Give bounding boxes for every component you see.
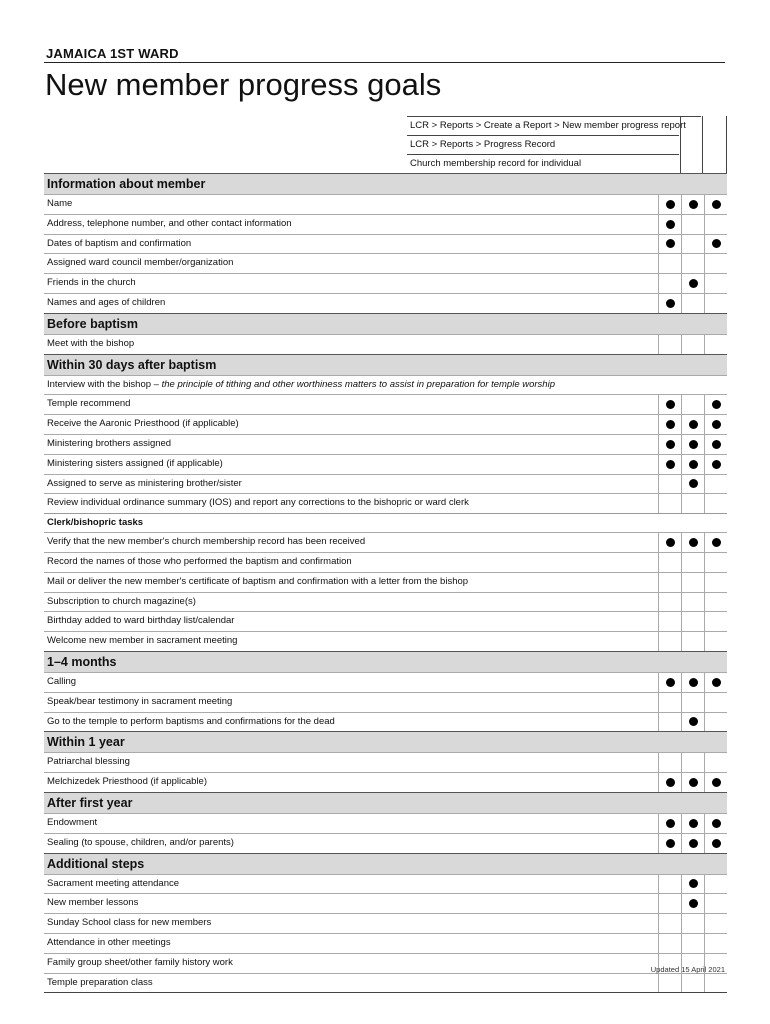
checklist-item-text: Dates of baptism and confirmation	[47, 237, 192, 249]
checklist-row	[44, 692, 727, 712]
report-path-3: Church membership record for individual	[407, 154, 679, 174]
checklist-row	[44, 414, 727, 434]
checklist-item-label	[44, 335, 658, 354]
checklist-row	[44, 293, 727, 313]
mark-cell	[681, 335, 704, 354]
filled-dot-icon	[666, 299, 675, 308]
filled-dot-icon	[666, 839, 675, 848]
filled-dot-icon	[689, 460, 698, 469]
checklist-item-label	[44, 753, 658, 772]
filled-dot-icon	[666, 400, 675, 409]
mark-cell	[704, 693, 727, 712]
mark-cell	[704, 593, 727, 612]
mark-cell	[658, 274, 681, 293]
filled-dot-icon	[666, 440, 675, 449]
filled-dot-icon	[689, 279, 698, 288]
checklist-row	[44, 493, 727, 513]
checklist-row	[44, 273, 727, 293]
checklist-row	[44, 813, 727, 833]
mark-cell	[658, 834, 681, 853]
filled-dot-icon	[712, 200, 721, 209]
mark-cell	[681, 612, 704, 631]
mark-cell	[681, 415, 704, 434]
checklist-item-label	[44, 455, 658, 474]
mark-cell	[658, 455, 681, 474]
checklist-item-label	[44, 834, 658, 853]
checklist-item-label	[44, 693, 658, 712]
checklist-item-label	[44, 494, 658, 513]
mark-cell	[658, 395, 681, 414]
checklist-item-label	[44, 294, 658, 313]
mark-cell	[681, 673, 704, 692]
mark-cell	[658, 693, 681, 712]
mark-cell	[704, 415, 727, 434]
checklist-item-label	[44, 415, 658, 434]
mark-cell	[681, 773, 704, 792]
checklist-item-text: Sunday School class for new members	[47, 917, 212, 929]
mark-cell	[658, 195, 681, 214]
mark-cell	[704, 553, 727, 572]
checklist-item-label	[44, 632, 658, 651]
checklist-item-text: New member lessons	[47, 897, 139, 909]
filled-dot-icon	[712, 819, 721, 828]
filled-dot-icon	[666, 538, 675, 547]
filled-dot-icon	[689, 899, 698, 908]
mark-cell	[704, 914, 727, 933]
mark-cell	[681, 274, 704, 293]
checklist-item-label	[44, 475, 658, 494]
checklist-item-text: Go to the temple to perform baptisms and confirmations for the dead	[47, 715, 335, 727]
mark-cell	[704, 494, 727, 513]
checklist-item-text: Ministering brothers assigned	[47, 437, 172, 449]
checklist-row	[44, 893, 727, 913]
checklist-row	[44, 953, 727, 973]
mark-cell	[658, 875, 681, 894]
mark-cell	[681, 834, 704, 853]
checklist-item-text: Patriarchal blessing	[47, 756, 130, 768]
filled-dot-icon	[712, 440, 721, 449]
filled-dot-icon	[666, 420, 675, 429]
mark-cell	[658, 415, 681, 434]
checklist-item-text: Temple recommend	[47, 398, 131, 410]
mark-cell	[704, 335, 727, 354]
checklist-item-label	[44, 814, 658, 833]
mark-cell	[704, 673, 727, 692]
mark-cell	[681, 455, 704, 474]
mark-cell	[658, 894, 681, 913]
checklist-item-label	[44, 894, 658, 913]
mark-cell	[658, 773, 681, 792]
progress-checklist	[44, 173, 727, 993]
mark-cell	[658, 593, 681, 612]
filled-dot-icon	[689, 778, 698, 787]
mark-cell	[704, 235, 727, 254]
filled-dot-icon	[712, 420, 721, 429]
subsection-header: Clerk/bishopric tasks	[44, 513, 727, 532]
filled-dot-icon	[666, 778, 675, 787]
checklist-row	[44, 933, 727, 953]
mark-cell	[681, 753, 704, 772]
mark-cell	[658, 475, 681, 494]
checklist-row	[44, 214, 727, 234]
mark-cell	[704, 475, 727, 494]
mark-cell	[681, 494, 704, 513]
mark-cell	[704, 773, 727, 792]
mark-cell	[658, 215, 681, 234]
checklist-row	[44, 672, 727, 692]
mark-cell	[658, 814, 681, 833]
mark-cell	[681, 914, 704, 933]
filled-dot-icon	[712, 778, 721, 787]
checklist-item-text: Welcome new member in sacrament meeting	[47, 635, 238, 647]
report-paths	[407, 116, 727, 174]
mark-cell	[681, 553, 704, 572]
mark-cell	[704, 294, 727, 313]
mark-cell	[681, 435, 704, 454]
mark-cell	[704, 894, 727, 913]
mark-cell	[704, 875, 727, 894]
header-divider	[44, 62, 725, 63]
checklist-row	[44, 454, 727, 474]
mark-cell	[704, 974, 727, 993]
checklist-row	[44, 752, 727, 772]
checklist-item-label	[44, 274, 658, 293]
section-header: Before baptism	[44, 313, 727, 334]
mark-cell	[658, 974, 681, 993]
checklist-item-label	[44, 195, 658, 214]
mark-cell	[704, 435, 727, 454]
checklist-item-label	[44, 713, 658, 732]
report-path-1: LCR > Reports > Create a Report > New member progress report	[407, 116, 701, 135]
checklist-item-label	[44, 376, 727, 395]
filled-dot-icon	[689, 717, 698, 726]
mark-cell	[704, 254, 727, 273]
mark-cell	[704, 455, 727, 474]
mark-cell	[704, 573, 727, 592]
filled-dot-icon	[689, 819, 698, 828]
checklist-item-text: Assigned to serve as ministering brother/sister	[47, 477, 242, 489]
checklist-item-text: Name	[47, 198, 73, 209]
checklist-item-text: Ministering sisters assigned (if applicable)	[47, 457, 223, 469]
mark-cell	[704, 753, 727, 772]
checklist-item-text: Review individual ordinance summary (IOS) and report any corrections to the bishopric or ward clerk	[47, 497, 469, 509]
section-header: Within 1 year	[44, 731, 727, 752]
checklist-item-text: Endowment	[47, 816, 98, 828]
mark-cell	[658, 335, 681, 354]
mark-cell	[658, 254, 681, 273]
checklist-row	[44, 712, 727, 732]
checklist-item-note: the principle of tithing and other worthiness matters to assist in preparation for temple worship	[158, 378, 555, 390]
mark-cell	[681, 235, 704, 254]
checklist-item-text: Address, telephone number, and other contact information	[47, 217, 292, 229]
checklist-row	[44, 532, 727, 552]
checklist-row	[44, 833, 727, 853]
filled-dot-icon	[666, 460, 675, 469]
filled-dot-icon	[712, 460, 721, 469]
ward-name: JAMAICA 1ST WARD	[46, 46, 179, 61]
mark-cell	[681, 934, 704, 953]
checklist-item-text: Temple preparation class	[47, 976, 153, 988]
mark-cell	[704, 395, 727, 414]
filled-dot-icon	[712, 839, 721, 848]
checklist-item-text: Subscription to church magazine(s)	[47, 595, 196, 607]
mark-cell	[704, 834, 727, 853]
checklist-row	[44, 434, 727, 454]
checklist-item-label	[44, 553, 658, 572]
page-title: New member progress goals	[45, 67, 442, 102]
checklist-row	[44, 973, 727, 994]
checklist-item-label	[44, 235, 658, 254]
section-header: Additional steps	[44, 853, 727, 874]
checklist-item-text: Speak/bear testimony in sacrament meeting	[47, 695, 233, 707]
mark-cell	[658, 914, 681, 933]
report-path-2: LCR > Reports > Progress Record	[407, 135, 679, 154]
checklist-row	[44, 631, 727, 651]
checklist-item-label	[44, 934, 658, 953]
filled-dot-icon	[689, 678, 698, 687]
updated-date: Updated 15 April 2021	[650, 965, 725, 974]
checklist-row	[44, 874, 727, 894]
checklist-item-label	[44, 254, 658, 273]
checklist-item-text: Sealing (to spouse, children, and/or parents)	[47, 836, 234, 848]
checklist-item-text: Verify that the new member's church membership record has been received	[47, 536, 366, 548]
checklist-row	[44, 253, 727, 273]
mark-cell	[658, 494, 681, 513]
checklist-row	[44, 611, 727, 631]
checklist-item-text: Calling	[47, 675, 77, 687]
checklist-row	[44, 552, 727, 572]
mark-cell	[704, 934, 727, 953]
filled-dot-icon	[712, 678, 721, 687]
mark-cell	[704, 632, 727, 651]
mark-cell	[704, 274, 727, 293]
checklist-item-label	[44, 673, 658, 692]
mark-cell	[681, 632, 704, 651]
checklist-row	[44, 334, 727, 354]
checklist-row	[44, 572, 727, 592]
checklist-row	[44, 394, 727, 414]
section-header: Information about member	[44, 173, 727, 194]
mark-cell	[681, 974, 704, 993]
filled-dot-icon	[712, 400, 721, 409]
filled-dot-icon	[689, 200, 698, 209]
mark-cell	[681, 533, 704, 552]
mark-cell	[681, 593, 704, 612]
mark-cell	[658, 673, 681, 692]
mark-cell	[681, 875, 704, 894]
checklist-item-text: Names and ages of children	[47, 296, 166, 308]
checklist-item-text: Family group sheet/other family history work	[47, 956, 233, 968]
checklist-row	[44, 194, 727, 214]
mark-cell	[658, 435, 681, 454]
section-header: Within 30 days after baptism	[44, 354, 727, 375]
checklist-item-text: Attendance in other meetings	[47, 936, 171, 948]
mark-cell	[658, 573, 681, 592]
mark-cell	[658, 753, 681, 772]
filled-dot-icon	[712, 239, 721, 248]
checklist-item-text: Sacrament meeting attendance	[47, 877, 180, 889]
mark-cell	[658, 713, 681, 732]
filled-dot-icon	[689, 538, 698, 547]
mark-cell	[681, 395, 704, 414]
checklist-item-label	[44, 395, 658, 414]
mark-cell	[658, 294, 681, 313]
filled-dot-icon	[689, 420, 698, 429]
checklist-row	[44, 913, 727, 933]
checklist-row	[44, 474, 727, 494]
checklist-item-text: Meet with the bishop	[47, 337, 135, 349]
mark-cell	[704, 814, 727, 833]
filled-dot-icon	[666, 200, 675, 209]
checklist-row	[44, 375, 727, 395]
checklist-item-text: Assigned ward council member/organization	[47, 257, 234, 269]
filled-dot-icon	[666, 678, 675, 687]
mark-cell	[681, 814, 704, 833]
checklist-item-label	[44, 593, 658, 612]
mark-cell	[681, 894, 704, 913]
mark-cell	[704, 195, 727, 214]
checklist-item-label	[44, 573, 658, 592]
mark-cell	[658, 612, 681, 631]
checklist-item-label	[44, 974, 658, 993]
filled-dot-icon	[666, 220, 675, 229]
checklist-row	[44, 592, 727, 612]
mark-cell	[681, 713, 704, 732]
mark-cell	[658, 553, 681, 572]
checklist-item-label	[44, 612, 658, 631]
mark-cell	[681, 693, 704, 712]
mark-cell	[658, 533, 681, 552]
mark-cell	[658, 934, 681, 953]
checklist-item-label	[44, 773, 658, 792]
mark-cell	[681, 215, 704, 234]
mark-cell	[681, 195, 704, 214]
mark-cell	[681, 475, 704, 494]
checklist-item-text: Mail or deliver the new member's certificate of baptism and confirmation with a letter from the bishop	[47, 575, 469, 587]
checklist-item-text: Receive the Aaronic Priesthood (if applicable)	[47, 418, 239, 430]
filled-dot-icon	[712, 538, 721, 547]
mark-cell	[704, 215, 727, 234]
checklist-item-label	[44, 914, 658, 933]
mark-cell	[704, 612, 727, 631]
checklist-item-label	[44, 533, 658, 552]
checklist-row	[44, 234, 727, 254]
filled-dot-icon	[689, 879, 698, 888]
mark-cell	[681, 294, 704, 313]
checklist-row	[44, 772, 727, 792]
filled-dot-icon	[689, 839, 698, 848]
mark-cell	[658, 632, 681, 651]
checklist-item-label	[44, 215, 658, 234]
mark-cell	[704, 713, 727, 732]
filled-dot-icon	[689, 440, 698, 449]
filled-dot-icon	[666, 819, 675, 828]
checklist-item-label	[44, 954, 658, 973]
filled-dot-icon	[666, 239, 675, 248]
checklist-item-text: Birthday added to ward birthday list/calendar	[47, 615, 235, 627]
checklist-item-text: Interview with the bishop –	[47, 378, 159, 390]
mark-cell	[658, 235, 681, 254]
checklist-item-text: Friends in the church	[47, 277, 136, 289]
checklist-item-text: Record the names of those who performed the baptism and confirmation	[47, 555, 352, 567]
filled-dot-icon	[689, 479, 698, 488]
mark-cell	[704, 533, 727, 552]
checklist-item-label	[44, 435, 658, 454]
mark-cell	[681, 254, 704, 273]
mark-cell	[681, 573, 704, 592]
checklist-item-text: Melchizedek Priesthood (if applicable)	[47, 776, 207, 788]
section-header: After first year	[44, 792, 727, 813]
section-header: 1–4 months	[44, 651, 727, 672]
checklist-item-label	[44, 875, 658, 894]
